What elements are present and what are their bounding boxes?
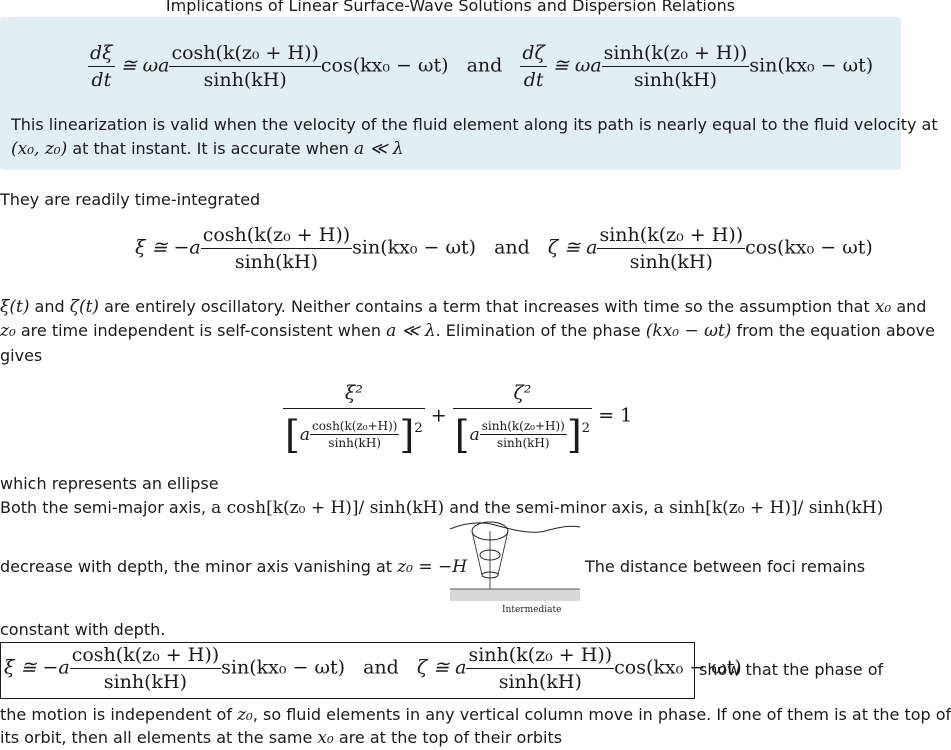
zeta-squared-fraction: ζ² [a $\frac{\text{sinh(k(z₀+H))}}{\sinh(kH)}$ ]$^2$ [453,378,592,455]
ellipse-line-2: Both the semi-major axis, a cosh[k(z₀ + H)]/ sinh(kH) and the semi-minor axis, a sinh[k(z₀ + H)]/ sinh(kH) [0,498,884,518]
ellipse-line-4: constant with depth. [0,620,166,639]
oscillatory-line-3: gives [0,346,43,365]
cosh-over-sinh: $\frac{\text{cosh(k(z₀ + H))}}{\sinh(kH)}$ [71,644,220,693]
and-word: and [466,54,503,77]
velocity-equations [88,40,873,93]
ellipse-equation: ξ² [a $\frac{\text{cosh(k(z₀+H))}}{\sinh(kH)}$ ]$^2$ + ζ² [a $\frac{\text{sinh(k(z₀+H))}}{\sinh(kH)}$ ]$^2$ = 1 [283,378,632,455]
sinh-over-sinh: $\frac{\text{sinh(k(z₀ + H))}}{\sinh(kH)}$ [599,224,744,273]
orbit-figure [450,519,580,619]
dzeta-dt-fraction: $\frac{d\zeta}{dt}$ [522,42,545,91]
approx-omega-a: ≅ ωa [120,54,170,77]
ellipse-line-3: decrease with depth, the minor axis vanishing at z₀ = −H [0,557,468,577]
cosh-over-sinh: $\frac{\text{cosh(k(z₀ + H))}}{\sinh(kH)}$ [171,42,319,91]
dxi-dt-fraction: $\frac{d\xi}{dt}$ [90,42,113,91]
ellipse-line-3-right: The distance between foci remains [585,557,866,576]
cos-term: cos(kx₀ − ωt) [320,54,449,77]
displacement-equations: ξ ≅ −a $\frac{\text{cosh(k(z₀ + H))}}{\sinh(kH)}$ sin(kx₀ − ωt) and ζ ≅ a $\frac{\text{sinh(k(z₀ + H))}}{\sinh(kH)}$ cos(kx₀ − ωt) [135,224,873,273]
linearization-line-2: (x₀, z₀) at that instant. It is accurate when a ≪ λ [11,139,404,159]
sinh-over-sinh: $\frac{\text{sinh(k(z₀ + H))}}{\sinh(kH)}$ [603,42,748,91]
seabed-hatching [450,589,580,601]
orbit-diagram-svg [450,519,580,619]
approx-omega-a-2: ≅ ωa [552,54,602,77]
final-line-2: its orbit, then all elements at the same x₀ are at the top of their orbits [0,728,563,748]
final-line-1: the motion is independent of z₀, so fluid elements in any vertical column move in phase. If one of them is at the top of [0,705,951,725]
sin-term: sin(kx₀ − ωt) [749,54,874,77]
sinh-over-sinh: $\frac{\text{sinh(k(z₀ + H))}}{\sinh(kH)}$ [468,644,613,693]
boxed-equations: ξ ≅ −a $\frac{\text{cosh(k(z₀ + H))}}{\sinh(kH)}$ sin(kx₀ − ωt) and ζ ≅ a $\frac{\text{sinh(k(z₀ + H))}}{\sinh(kH)}$ cos(kx₀ − ωt) [4,644,742,693]
figure-label: Intermediate [502,605,562,615]
oscillatory-line-1: ξ(t) and ζ(t) are entirely oscillatory. Neither contains a term that increases with time so the assumption that x₀ and [0,297,927,317]
free-surface-line [450,523,580,532]
boxed-after-text: show that the phase of [699,660,884,679]
page-title: Implications of Linear Surface-Wave Solutions and Dispersion Relations [165,0,736,15]
linearization-line-1: This linearization is valid when the velocity of the fluid element along its path is nearly equal to the fluid velocity at [11,115,938,134]
ellipse-line-1: which represents an ellipse [0,474,219,493]
integrated-lead: They are readily time-integrated [0,190,261,209]
cosh-over-sinh: $\frac{\text{cosh(k(z₀ + H))}}{\sinh(kH)}$ [202,224,351,273]
xi-squared-fraction: ξ² [a $\frac{\text{cosh(k(z₀+H))}}{\sinh(kH)}$ ]$^2$ [283,378,425,455]
oscillatory-line-2: z₀ are time independent is self-consistent when a ≪ λ. Elimination of the phase (kx₀ − ωt) from the equation above [0,321,935,341]
